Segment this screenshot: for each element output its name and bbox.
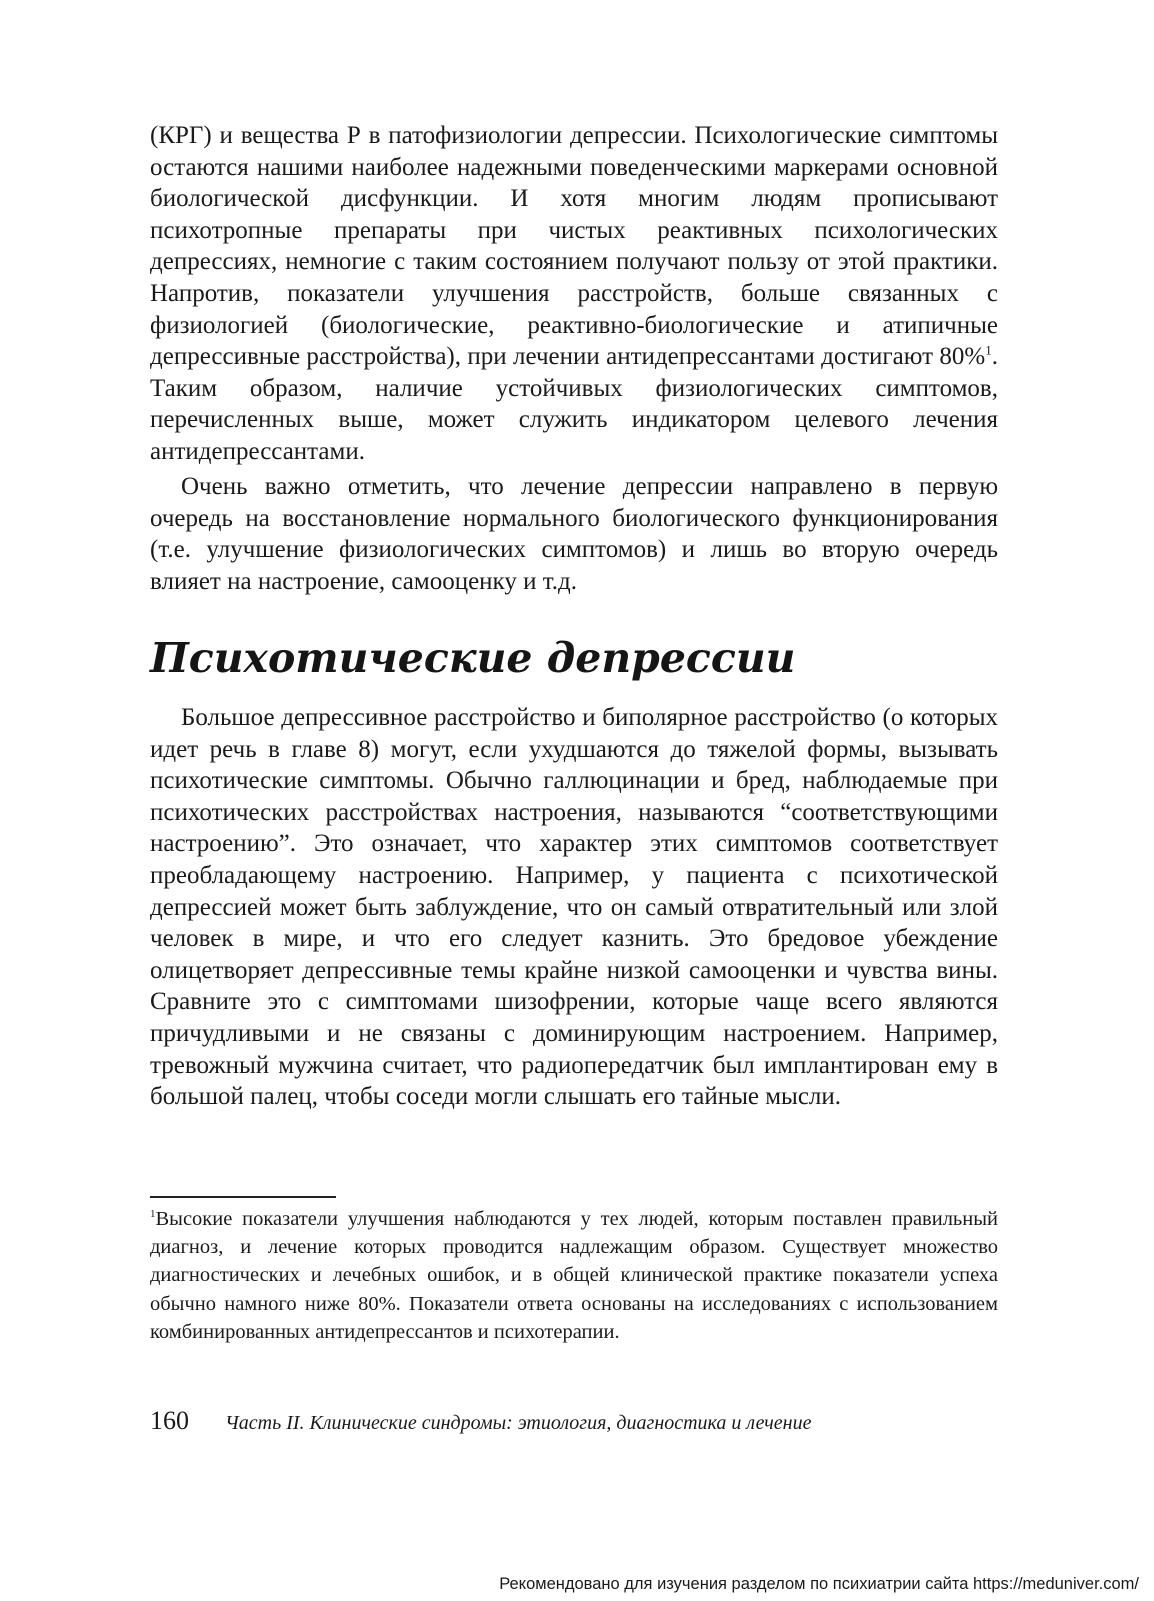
page-number: 160 [150, 1406, 189, 1435]
watermark-text: Рекомендовано для изучения разделом по психиатрии сайта https://meduniver.com/ [499, 1575, 1139, 1593]
footnote-reference: 1 [985, 342, 992, 358]
footnote-divider [150, 1196, 336, 1198]
running-footer [150, 1403, 998, 1439]
paragraph-1-tail: . Таким образом, наличие устойчивых физиологических симптомов, перечисленных выше, может служить индикатором целевого лечения антидепрессантами. [150, 343, 998, 465]
footnote-text: Высокие показатели улучшения наблюдаются у тех людей, которым поставлен правильный диагноз, и лечение которых проводится надлежащим образом. Существует множество диагностических и лечебных ошибок, и в общей клинической практике показатели успеха обычно намного ниже 80%. Показатели ответа основаны на исследованиях с использованием комбинированных антидепрессантов и психотерапии. [150, 1208, 998, 1343]
running-title: Часть II. Клинические синдромы: этиология, диагностика и лечение [225, 1412, 812, 1434]
paragraph-3: Большое депрессивное расстройство и биполярное расстройство (о которых идет речь в главе 8) могут, если ухудшаются до тяжелой формы, вызывать психотические симптомы. Обычно галлюцинации и бред, наблюдаемые при психотических расстройствах настроения, называются “соответствующими настроению”. Это означает, что характер этих симптомов соответствует преобладающему настроению. Например, у пациента с психотической депрессией может быть заблуждение, что он самый отвратительный или злой человек в мире, и что его следует казнить. Это бредовое убеждение олицетворяет депрессивные темы крайне низкой самооценки и чувства вины. Сравните это с симптомами шизофрении, которые чаще всего являются причудливыми и не связаны с доминирующим настроением. Например, тревожный мужчина считает, что радиопередатчик был имплантирован ему в большой палец, чтобы соседи могли слышать его тайные мысли. [150, 704, 998, 1111]
paragraph-1 [150, 120, 998, 468]
body-text-block-1 [150, 120, 998, 468]
footnote-marker: 1 [150, 1208, 156, 1221]
paragraph-2: Очень важно отметить, что лечение депрессии направлено в первую очередь на восстановление нормального биологического функционирования (т.е. улучшение физиологических симптомов) и лишь во вторую очередь влияет на настроение, самооценку и т.д. [150, 473, 998, 595]
body-text-block-3 [150, 702, 998, 1113]
section-heading: Психотические депрессии [150, 634, 796, 682]
paragraph-1-text: (КРГ) и вещества Р в патофизиологии депрессии. Психологические симптомы остаются нашими наиболее надежными поведенческими маркерами основной биологической дисфункции. И хотя многим людям прописывают психотропные препараты при чистых реактивных психологических депрессиях, немногие с таким состоянием получают пользу от этой практики. Напротив, показатели улучшения расстройств, больше связанных с физиологией (биологические, реактивно-биологические и атипичные депрессивные расстройства), при лечении антидепрессантами достигают 80% [150, 122, 998, 371]
footnote [150, 1205, 998, 1346]
body-text-block-2 [150, 471, 998, 597]
